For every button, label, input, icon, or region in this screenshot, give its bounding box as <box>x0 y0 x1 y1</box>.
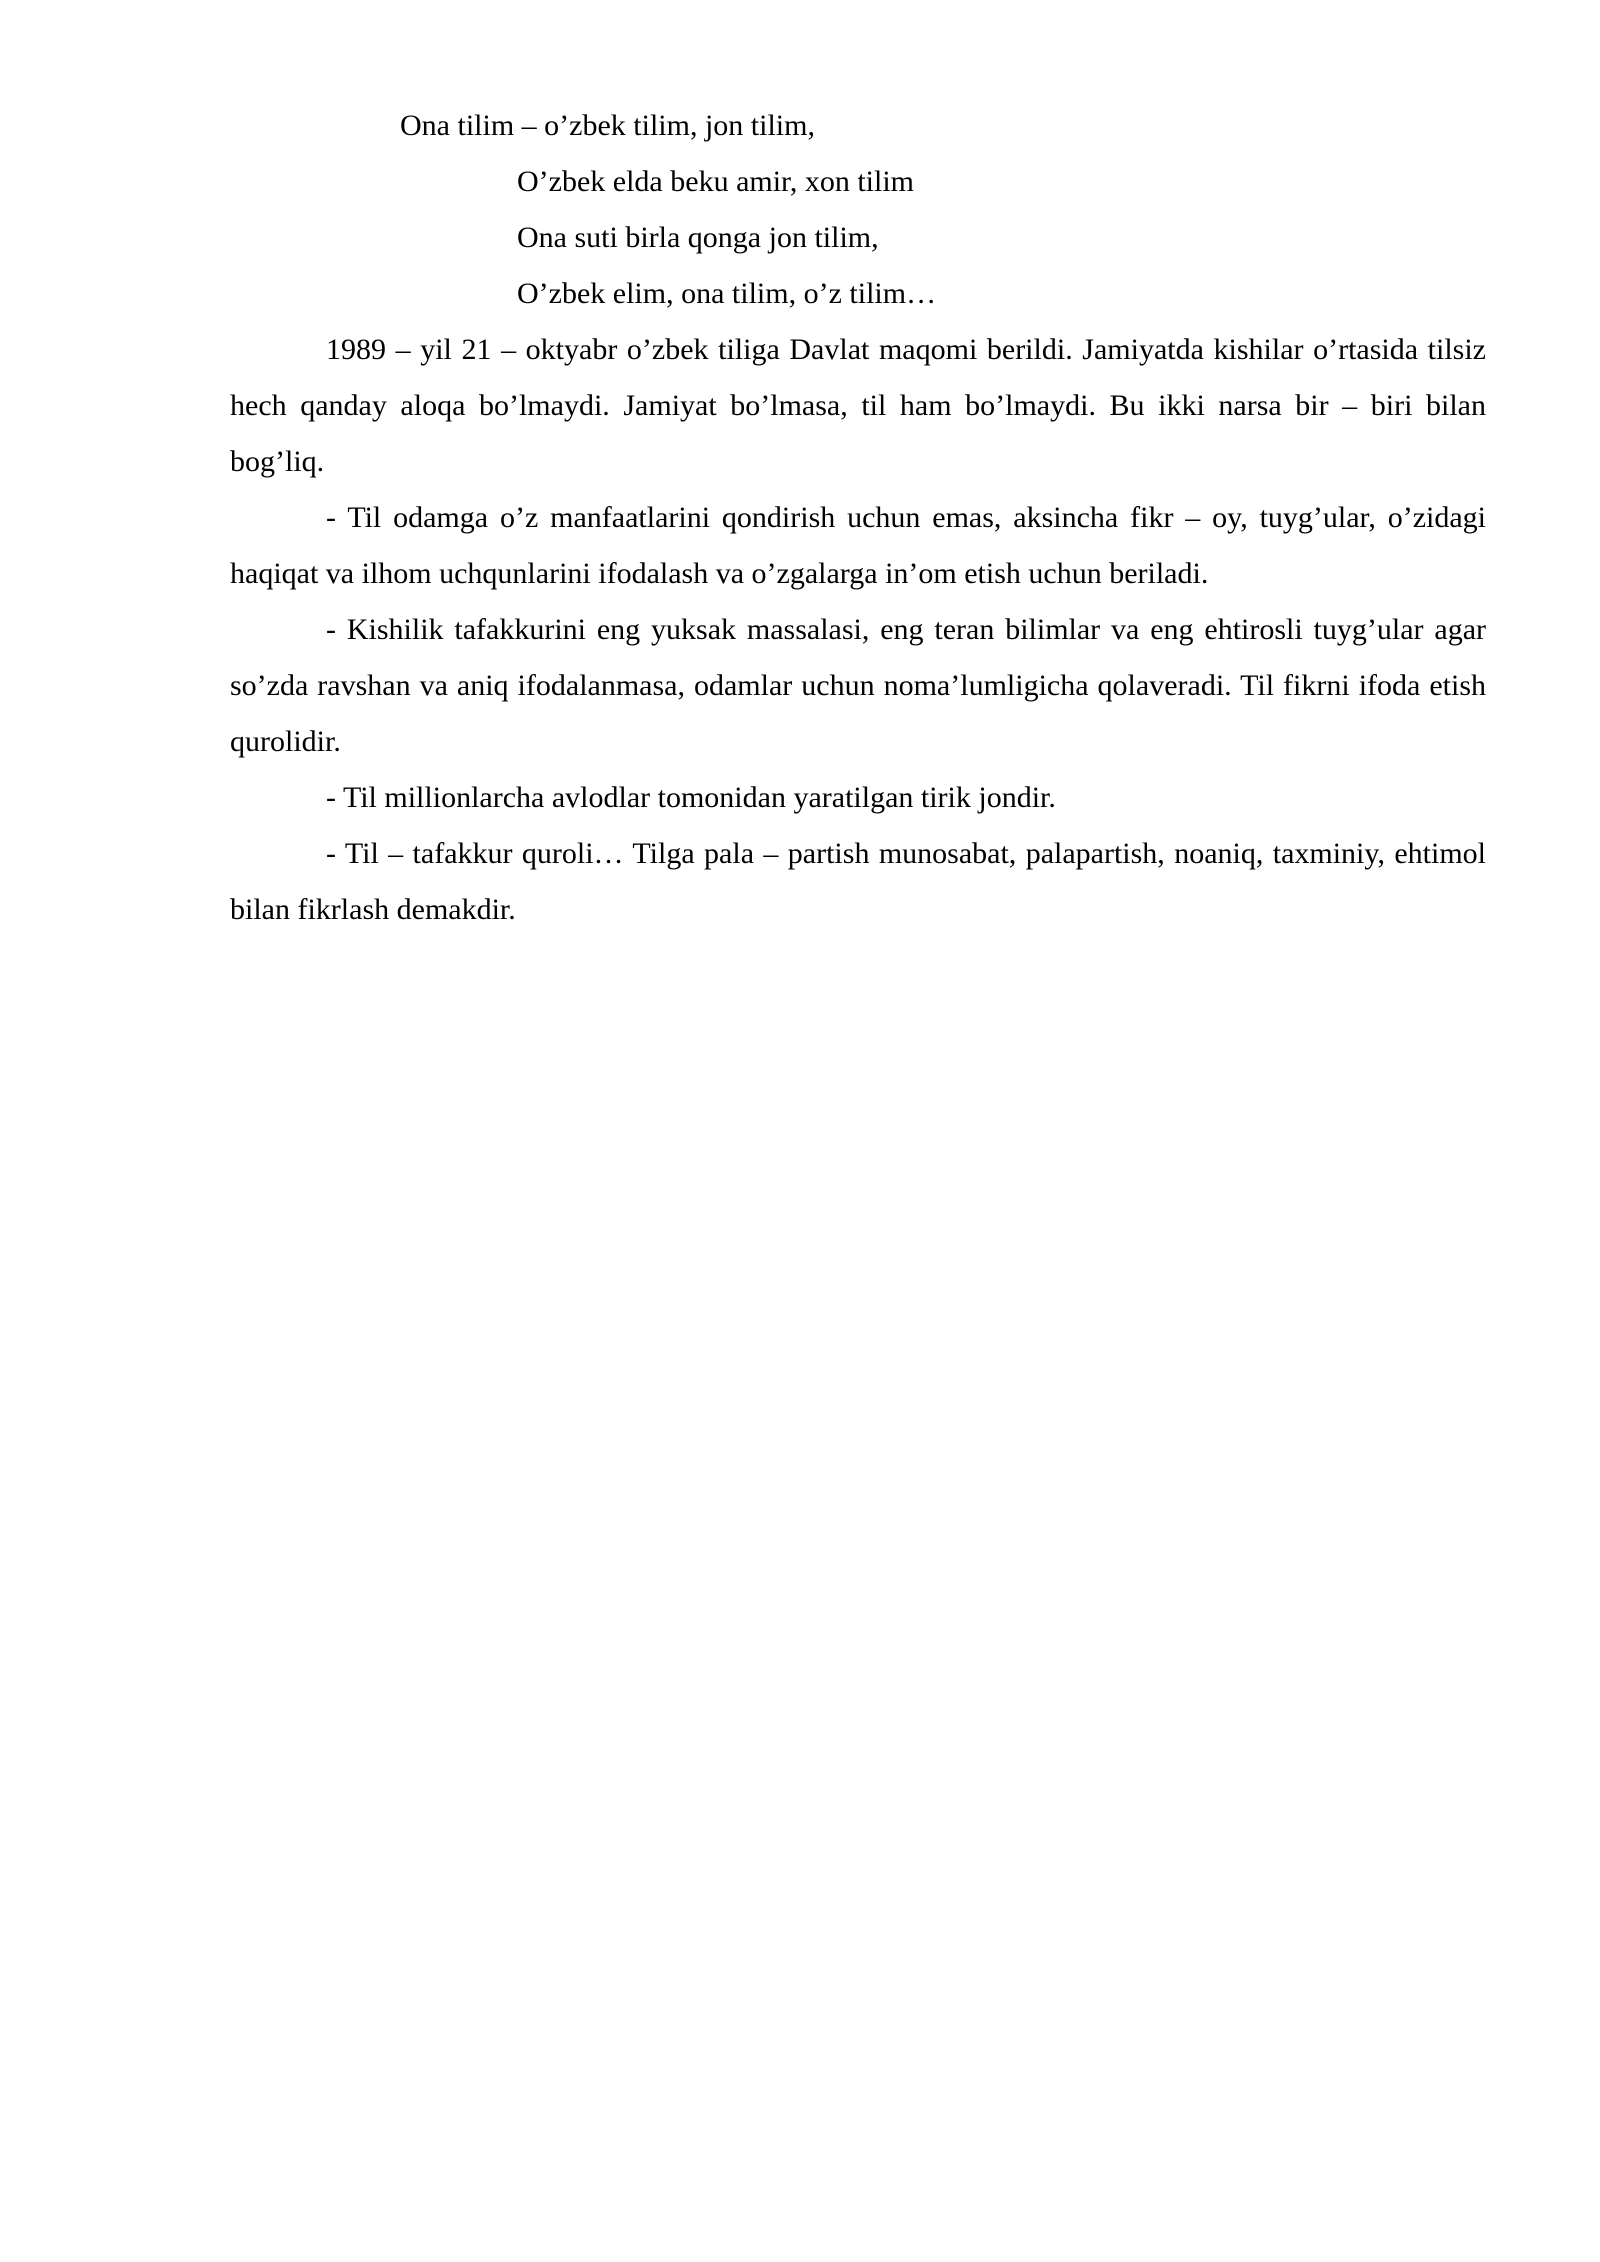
poem-line: O’zbek elda beku amir, xon tilim <box>517 165 915 198</box>
body-text <box>230 322 1486 938</box>
paragraph-human-thought: - Kishilik tafakkurini eng yuksak massalasi, eng teran bilimlar va eng ehtirosli tuyg’ular agar so’zda ravshan va aniq ifodalanmasa, odamlar uchun noma’lumligicha qolaveradi. Til fikrni ifoda etish qurolidir. <box>230 613 1486 758</box>
paragraph-state-language: 1989 – yil 21 – oktyabr o’zbek tiliga Davlat maqomi berildi. Jamiyatda kishilar o’rtasida tilsiz hech qanday aloqa bo’lmaydi. Jamiyat bo’lmasa, til ham bo’lmaydi. Bu ikki narsa bir – biri bilan bog’liq. <box>230 333 1486 478</box>
paragraph-living-soul: - Til millionlarcha avlodlar tomonidan yaratilgan tirik jondir. <box>326 781 1056 814</box>
paragraph-tool-of-thought: - Til – tafakkur quroli… Tilga pala – partish munosabat, palapartish, noaniq, taxminiy, ehtimol bilan fikrlash demakdir. <box>230 837 1486 926</box>
poem-stanza <box>0 98 1600 322</box>
poem-line: O’zbek elim, ona tilim, o’z tilim… <box>517 277 937 310</box>
poem-line: Ona suti birla qonga jon tilim, <box>517 221 879 254</box>
paragraph-language-purpose: - Til odamga o’z manfaatlarini qondirish uchun emas, aksincha fikr – oy, tuyg’ular, o’zidagi haqiqat va ilhom uchqunlarini ifodalash va o’zgalarga in’om etish uchun beriladi. <box>230 501 1486 590</box>
poem-line: Ona tilim – o’zbek tilim, jon tilim, <box>400 109 815 142</box>
